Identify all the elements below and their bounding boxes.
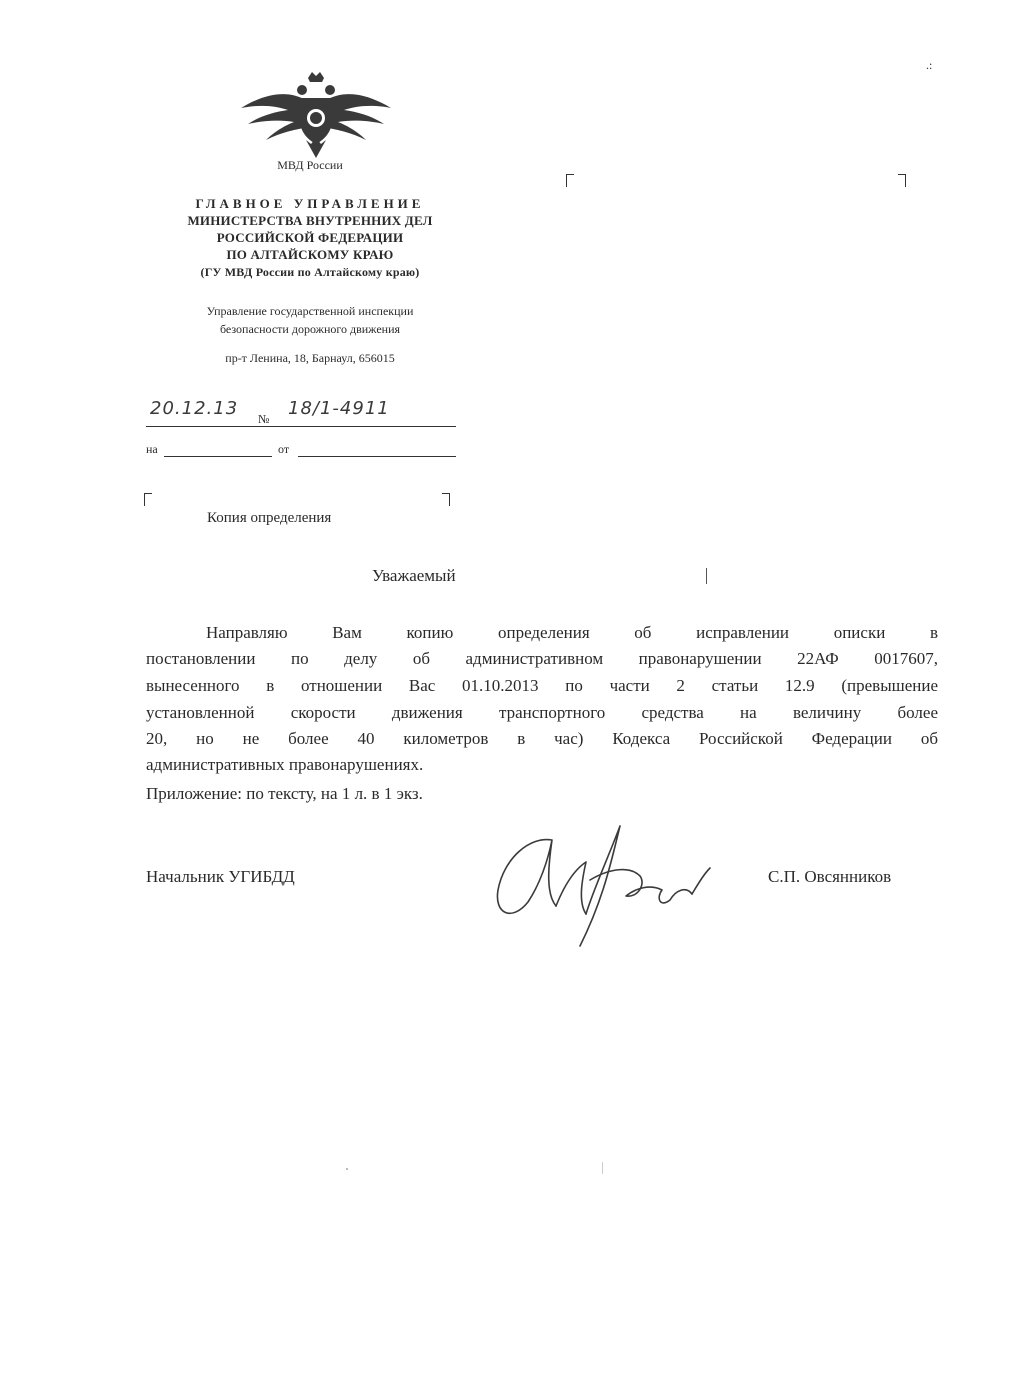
org-line-5: (ГУ МВД России по Алтайскому краю): [200, 265, 420, 279]
addressee-bracket-right: [898, 174, 906, 187]
handwritten-date: 20.12.13: [150, 398, 239, 419]
page-corner-mark: .:: [926, 58, 933, 72]
ref-na-underline: [164, 456, 272, 457]
body-line-5: 20, но не более 40 километров в час) Кодекса Российской Федерации об: [146, 729, 938, 748]
scan-speck: [602, 1162, 603, 1174]
subject-bracket-right: [442, 493, 450, 506]
subject-line: Копия определения: [207, 510, 332, 526]
number-prefix: №: [258, 412, 270, 426]
addressee-bracket-left: [566, 174, 574, 187]
body-line-4: установленной скорости движения транспортного средства на величину более: [146, 703, 938, 722]
ref-ot-underline: [298, 456, 456, 457]
date-underline: [146, 426, 456, 427]
org-line-2: МИНИСТЕРСТВА ВНУТРЕННИХ ДЕЛ: [187, 213, 433, 228]
handwritten-number: 18/1-4911: [288, 398, 390, 419]
handwritten-signature-icon: [490, 818, 715, 953]
scan-speck: [346, 1168, 348, 1170]
signatory-name: С.П. Овсянников: [768, 867, 892, 886]
org-address: пр-т Ленина, 18, Барнаул, 656015: [225, 351, 395, 365]
body-line-1: Направляю Вам копию определения об исправлении описки в: [206, 623, 938, 642]
org-line-4: ПО АЛТАЙСКОМУ КРАЮ: [226, 247, 394, 262]
body-line-6: административных правонарушениях.: [146, 755, 424, 774]
ref-ot-label: от: [278, 442, 290, 456]
emblem-caption: МВД России: [277, 158, 343, 172]
salutation: Уважаемый: [372, 566, 456, 585]
dept-line-2: безопасности дорожного движения: [219, 322, 401, 336]
eagle-emblem-icon: [236, 70, 396, 160]
ref-na-label: на: [146, 442, 158, 456]
signatory-position: Начальник УГИБДД: [146, 867, 295, 886]
salutation-mark: [706, 568, 708, 584]
body-line-2: постановлении по делу об административном правонарушении 22АФ 0017607,: [146, 649, 938, 668]
org-line-1: ГЛАВНОЕ УПРАВЛЕНИЕ: [195, 196, 425, 211]
dept-line-1: Управление государственной инспекции: [206, 304, 414, 318]
org-line-3: РОССИЙСКОЙ ФЕДЕРАЦИИ: [216, 230, 404, 245]
body-line-3: вынесенного в отношении Вас 01.10.2013 по части 2 статьи 12.9 (превышение: [146, 676, 938, 695]
subject-bracket-left: [144, 493, 152, 506]
attachment-line: Приложение: по тексту, на 1 л. в 1 экз.: [146, 784, 423, 803]
